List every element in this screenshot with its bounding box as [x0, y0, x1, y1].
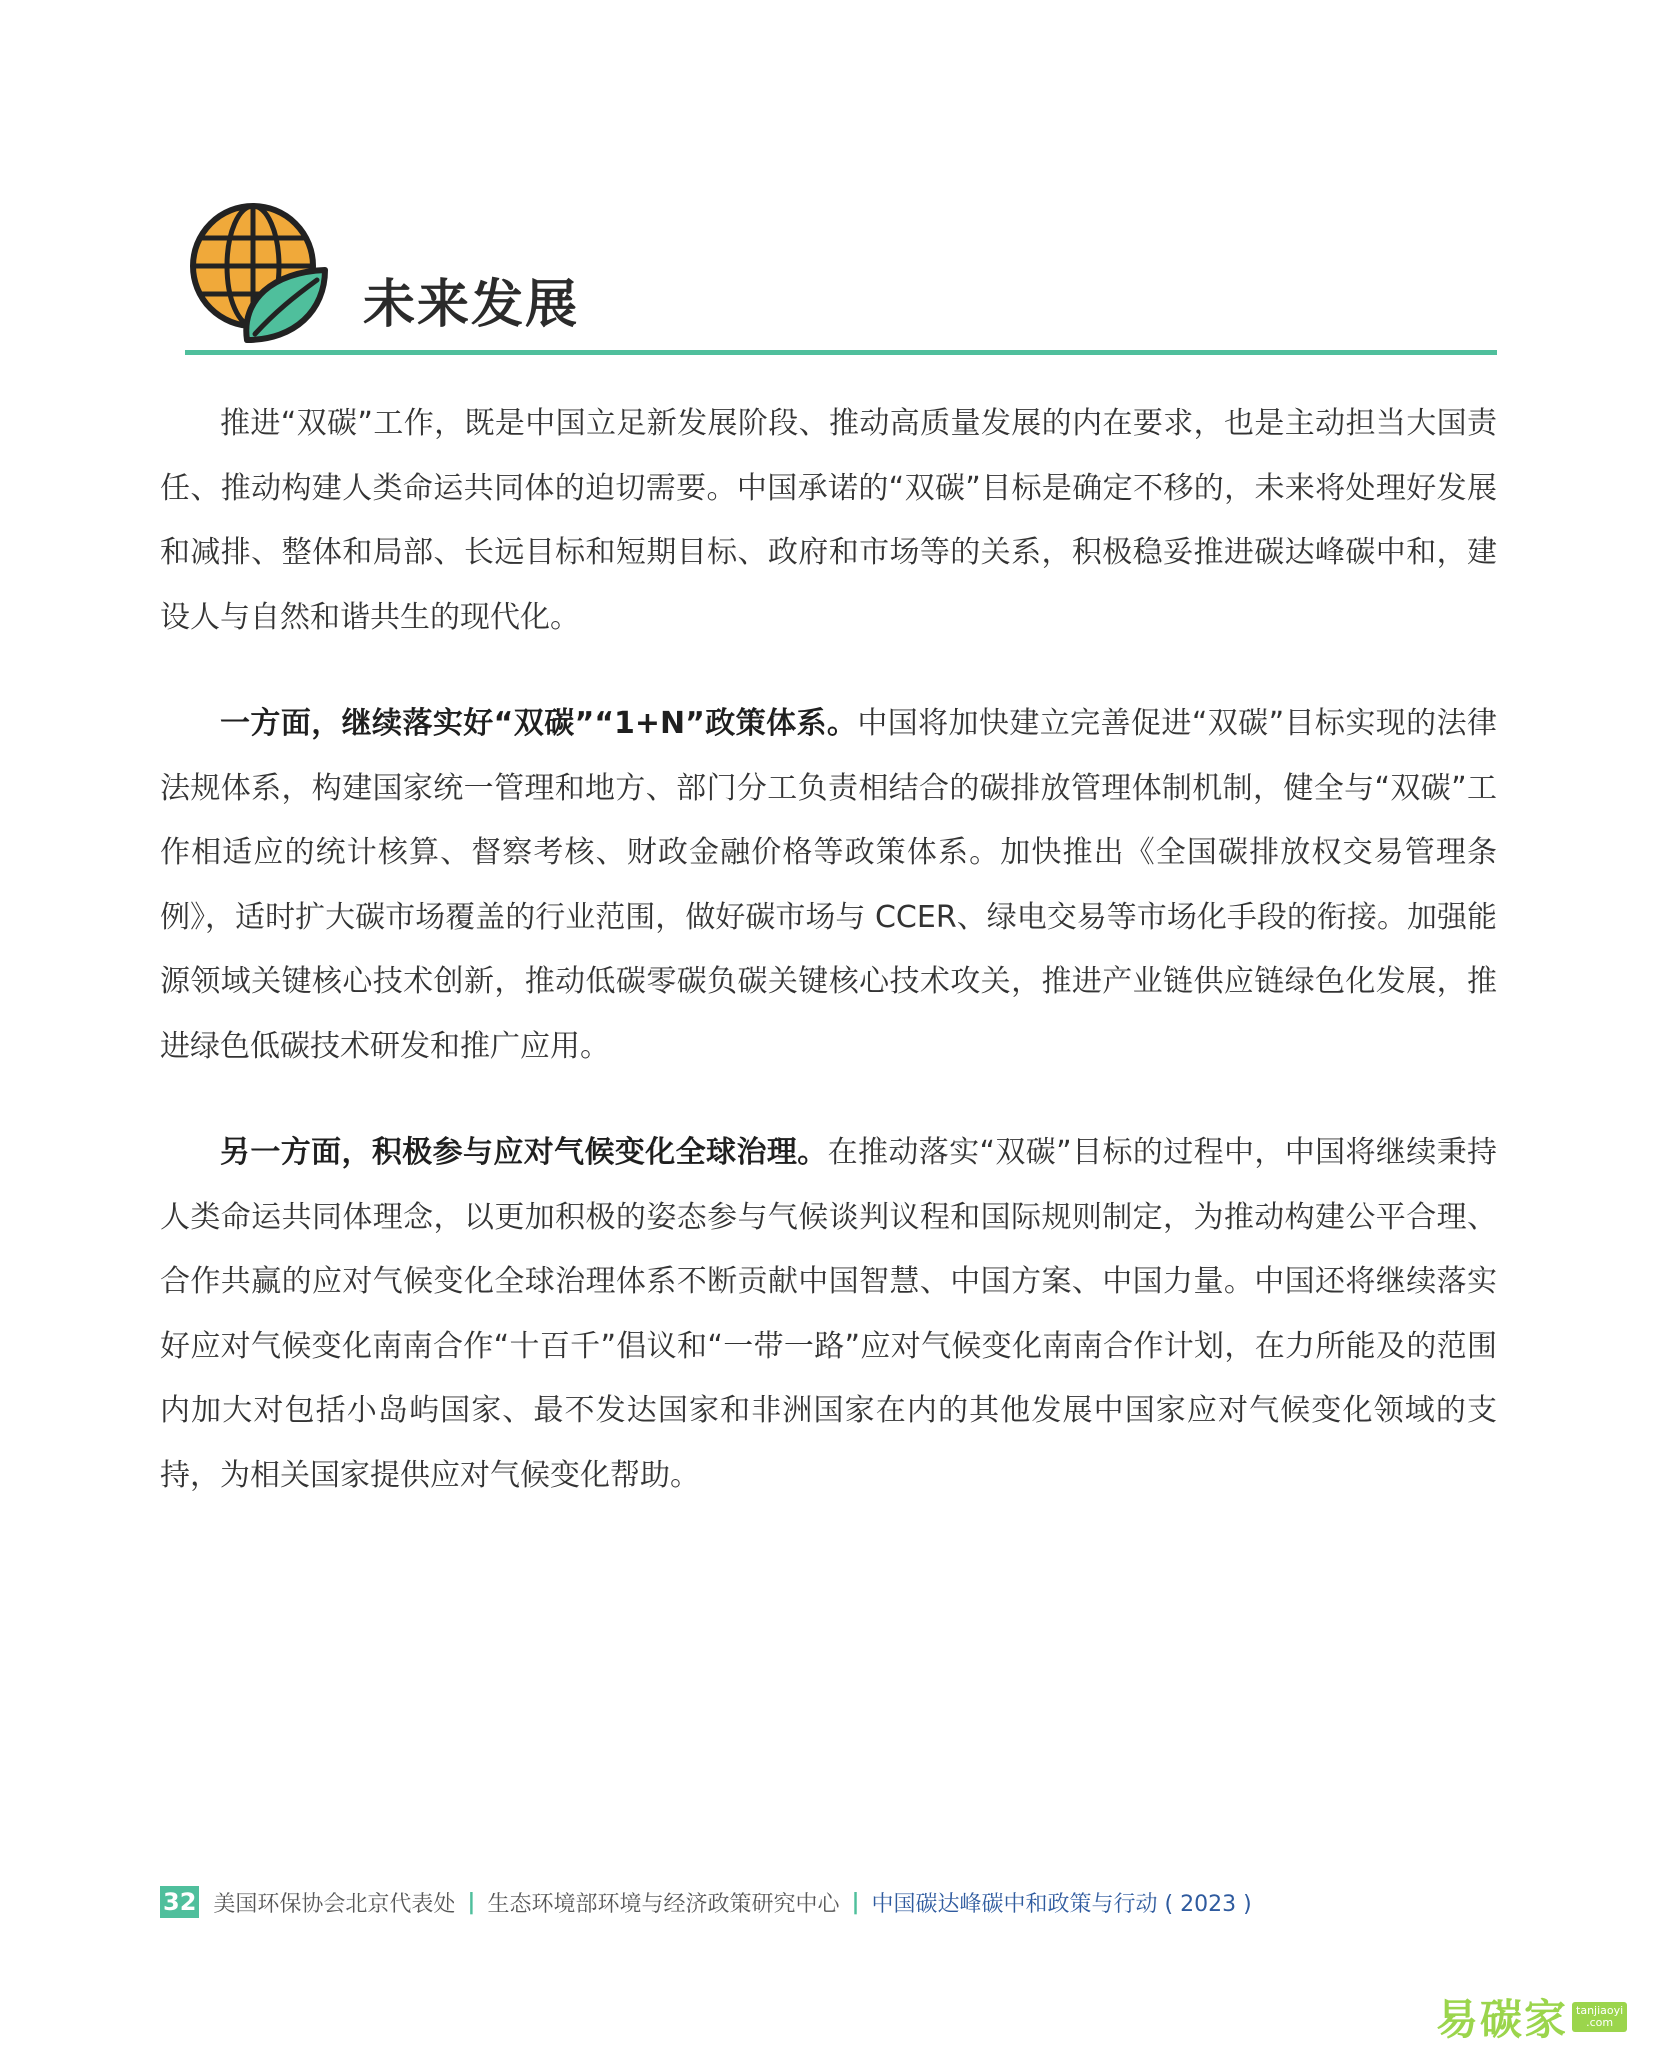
title-divider	[185, 350, 1497, 355]
watermark-badge-line1: tanjiaoyi	[1576, 2004, 1624, 2017]
paragraph-body: 在推动落实“双碳”目标的过程中，中国将继续秉持人类命运共同体理念，以更加积极的姿态参与气候谈判议程和国际规则制定，为推动构建公平合理、合作共赢的应对气候变化全球治理体系不断贡献中国智慧、中国方案、中国力量。中国还将继续落实好应对气候变化南南合作“十百千”倡议和“一带一路”应对气候变化南南合作计划，在力所能及的范围内加大对包括小岛屿国家、最不发达国家和非洲国家在内的其他发展中国家应对气候变化领域的支持，为相关国家提供应对气候变化帮助。	[160, 1135, 1497, 1493]
paragraph-policy-system	[160, 692, 1497, 1079]
footer-org-2: 生态环境部环境与经济政策研究中心	[487, 1891, 840, 1917]
footer-separator: |	[851, 1889, 860, 1915]
globe-leaf-icon	[185, 200, 335, 350]
section-header	[185, 200, 1497, 360]
footer-separator: |	[467, 1889, 476, 1915]
paragraph-lead: 另一方面，积极参与应对气候变化全球治理。	[220, 1135, 828, 1170]
watermark-text: 易碳家	[1436, 1995, 1569, 2044]
paragraph-global-governance	[160, 1121, 1497, 1508]
footer-org-1: 美国环保协会北京代表处	[213, 1891, 456, 1917]
watermark-logo	[1436, 1990, 1646, 2044]
page-number: 32	[160, 1886, 199, 1918]
footer-report-title: 中国碳达峰碳中和政策与行动 ( 2023 )	[871, 1891, 1252, 1917]
body-text	[160, 392, 1497, 1550]
page-footer	[160, 1885, 1252, 1919]
section-title: 未来发展	[363, 275, 580, 335]
paragraph-intro	[160, 392, 1497, 650]
paragraph-lead: 一方面，继续落实好“双碳”“1+N”政策体系。	[220, 706, 858, 741]
paragraph-body: 推进“双碳”工作，既是中国立足新发展阶段、推动高质量发展的内在要求，也是主动担当大国责任、推动构建人类命运共同体的迫切需要。中国承诺的“双碳”目标是确定不移的，未来将处理好发展和减排、整体和局部、长远目标和短期目标、政府和市场等的关系，积极稳妥推进碳达峰碳中和，建设人与自然和谐共生的现代化。	[160, 406, 1497, 635]
watermark-badge	[1572, 2002, 1627, 2032]
paragraph-body: 中国将加快建立完善促进“双碳”目标实现的法律法规体系，构建国家统一管理和地方、部门分工负责相结合的碳排放管理体制机制，健全与“双碳”工作相适应的统计核算、督察考核、财政金融价格等政策体系。加快推出《全国碳排放权交易管理条例》，适时扩大碳市场覆盖的行业范围，做好碳市场与 CCER、绿电交易等市场化手段的衔接。加强能源领域关键核心技术创新，推动低碳零碳负碳关键核心技术攻关，推进产业链供应链绿色化发展，推进绿色低碳技术研发和推广应用。	[160, 706, 1497, 1064]
watermark-badge-line2: .com	[1586, 2016, 1614, 2029]
